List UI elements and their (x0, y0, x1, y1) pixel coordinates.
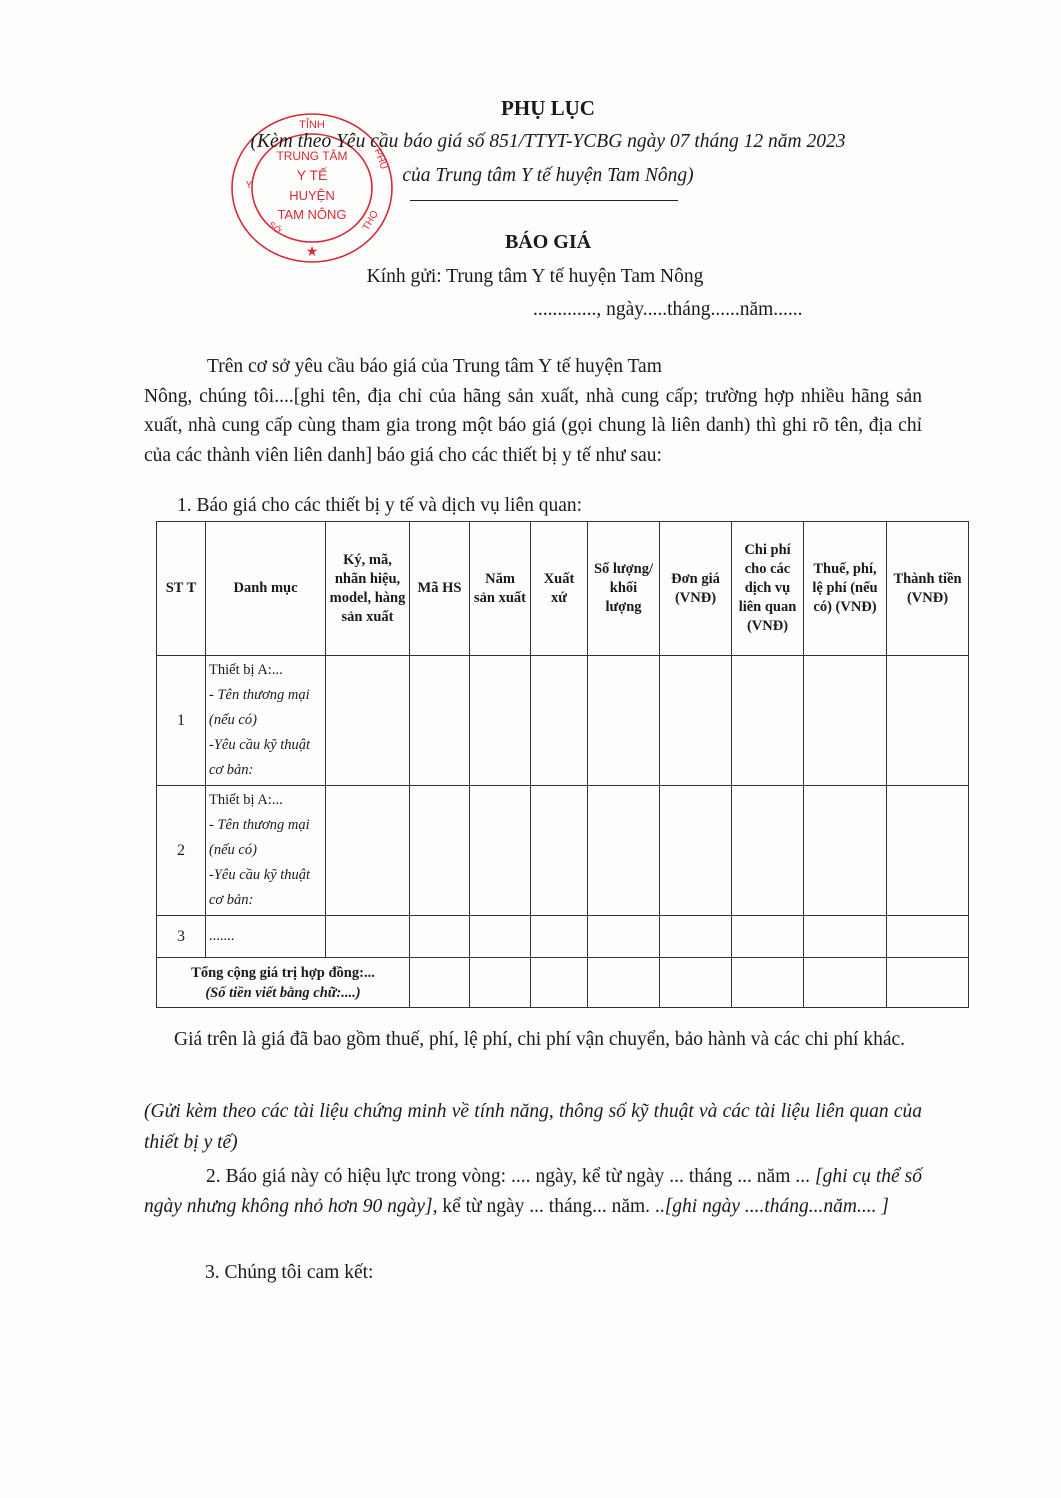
col-header: Năm sản xuất (470, 522, 531, 656)
table-row (157, 656, 969, 786)
col-header: Xuất xứ (531, 522, 588, 656)
stamp-ring-top: TỈNH (299, 119, 325, 131)
total-label: Tổng cộng giá trị hợp đồng:... (191, 964, 375, 981)
attachment-note: (Gửi kèm theo các tài liệu chứng minh về tính năng, thông số kỹ thuật và các tài liệu liên quan của thiết bị y tế) (144, 1101, 922, 1153)
quote-table (156, 521, 969, 1008)
validity-text-b: [ghi cụ thể số ngày nhưng không nhỏ hơn 90 ngày], (144, 1166, 923, 1217)
stamp-line-2: Y TẾ (296, 167, 328, 183)
row-item-cell: ....... (206, 916, 326, 958)
stamp-ring-right: PHÚ (371, 147, 390, 171)
col-header: Mã HS (410, 522, 470, 656)
appendix-title: PHỤ LỤC (501, 96, 595, 120)
item-requirements: -Yêu cầu kỹ thuật cơ bản: (209, 867, 311, 908)
intro-rest: Nông, chúng tôi....[ghi tên, địa chỉ của hãng sản xuất, nhà cung cấp; trường hợp nhiều hãng sản xuất, nhà cung cấp cùng tham gia trong một báo giá (gọi chung là liên danh) thì ghi rõ tên, địa chỉ của các thành viên liên danh] báo giá cho các thiết bị y tế như sau: (144, 385, 922, 466)
item-trade-name: - Tên thương mại (nếu có) (209, 817, 310, 858)
col-header: Ký, mã, nhãn hiệu, model, hàng sản xuất (326, 522, 410, 656)
item-name: Thiết bị A:... (209, 792, 283, 808)
commitment-heading: 3. Chúng tôi cam kết: (205, 1262, 374, 1283)
item-trade-name: - Tên thương mại (nếu có) (209, 687, 310, 728)
quote-heading: BÁO GIÁ (504, 231, 592, 253)
intro-paragraph (144, 352, 922, 470)
row-number: 2 (157, 786, 206, 916)
validity-text-d: [ghi ngày ....tháng...năm.... ] (664, 1196, 889, 1217)
stamp-line-1: TRUNG TÂM (276, 149, 348, 163)
col-header: Thành tiền (VNĐ) (887, 522, 969, 656)
table-row (157, 916, 969, 958)
stamp-ring-left: Y (245, 180, 253, 191)
table-row (157, 786, 969, 916)
row-number: 3 (157, 916, 206, 958)
recipient-line: Kính gửi: Trung tâm Y tế huyện Tam Nông (366, 266, 704, 287)
appendix-subtitle-1: (Kèm theo Yêu cầu báo giá số 851/TTYT-YCBG ngày 07 tháng 12 năm 2023 (250, 131, 846, 152)
row-item-cell (206, 786, 326, 916)
intro-line-1: Trên cơ sở yêu cầu báo giá của Trung tâm Y tế huyện Tam (207, 356, 662, 377)
col-header: Danh mục (206, 522, 326, 656)
section-1-heading: 1. Báo giá cho các thiết bị y tế và dịch vụ liên quan: (177, 495, 583, 516)
stamp-line-3: HUYỆN (289, 188, 335, 203)
col-header: Thuế, phí, lệ phí (nếu có) (VNĐ) (804, 522, 887, 656)
stamp-star: ★ (305, 243, 319, 259)
stamp-ring-bottom: SỞ (266, 219, 284, 236)
col-header: Số lượng/ khối lượng (588, 522, 660, 656)
row-number: 1 (157, 656, 206, 786)
date-line: ............., ngày.....tháng......năm...... (533, 299, 803, 320)
col-header: ST T (157, 522, 206, 656)
item-requirements: -Yêu cầu kỹ thuật cơ bản: (209, 737, 311, 778)
row-item-cell (206, 656, 326, 786)
col-header: Chi phí cho các dịch vụ liên quan (VNĐ) (732, 522, 804, 656)
appendix-subtitle-2: của Trung tâm Y tế huyện Tam Nông) (402, 165, 694, 186)
stamp-line-4: TAM NÔNG (277, 207, 347, 222)
item-name: Thiết bị A:... (209, 662, 283, 678)
validity-text-a: 2. Báo giá này có hiệu lực trong vòng: .... ngày, kể từ ngày ... tháng ... năm ... (206, 1166, 810, 1187)
title-underline (410, 200, 678, 201)
col-header: Đơn giá (VNĐ) (660, 522, 732, 656)
stamp-ring-right2: THỌ (360, 208, 381, 233)
validity-paragraph (144, 1162, 922, 1222)
total-in-words: (Số tiền viết bằng chữ:....) (205, 984, 361, 1001)
total-cell (157, 958, 410, 1008)
price-note: Giá trên là giá đã bao gồm thuế, phí, lệ phí, chi phí vận chuyển, bảo hành và các chi phí khác. (174, 1029, 906, 1050)
table-total-row (157, 958, 969, 1008)
validity-text-c: kể từ ngày ... tháng... năm. .. (437, 1196, 665, 1217)
table-header-row (157, 522, 969, 656)
